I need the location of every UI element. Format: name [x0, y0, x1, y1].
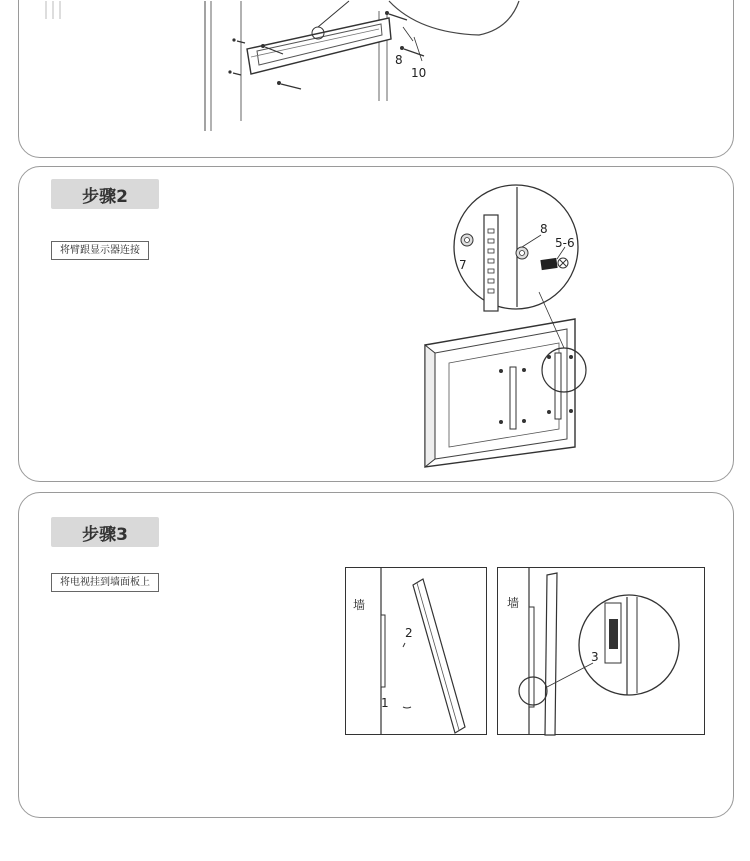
hang-tv-right-figure: [497, 567, 705, 735]
step3-caption: 将电视挂到墙面板上: [51, 573, 159, 592]
washer-label: 7: [459, 258, 467, 272]
spacer-label: 8: [540, 222, 548, 236]
step1-panel: [18, 0, 734, 158]
step3-panel: [18, 492, 734, 818]
arm-to-tv-illustration: [19, 167, 735, 483]
screws-label: 5-6: [555, 236, 575, 250]
bolt-label-8: 8: [395, 53, 403, 67]
plate-step-num: 1: [381, 696, 389, 710]
bolt-label-10: 10: [411, 66, 427, 80]
step3-badge: 步骤3: [51, 517, 159, 547]
wall-label-right: 墙: [507, 596, 520, 610]
hang-tv-left-figure: [345, 567, 487, 735]
lock-step-num: 3: [591, 650, 599, 664]
hang-step-num: 2: [405, 626, 413, 640]
wall-plate-install-illustration: [19, 0, 735, 159]
step2-panel: [18, 166, 734, 482]
wall-label-left: 墙: [353, 598, 366, 612]
step2-badge: 步骤2: [51, 179, 159, 209]
step2-caption: 将臂跟显示器连接: [51, 241, 149, 260]
